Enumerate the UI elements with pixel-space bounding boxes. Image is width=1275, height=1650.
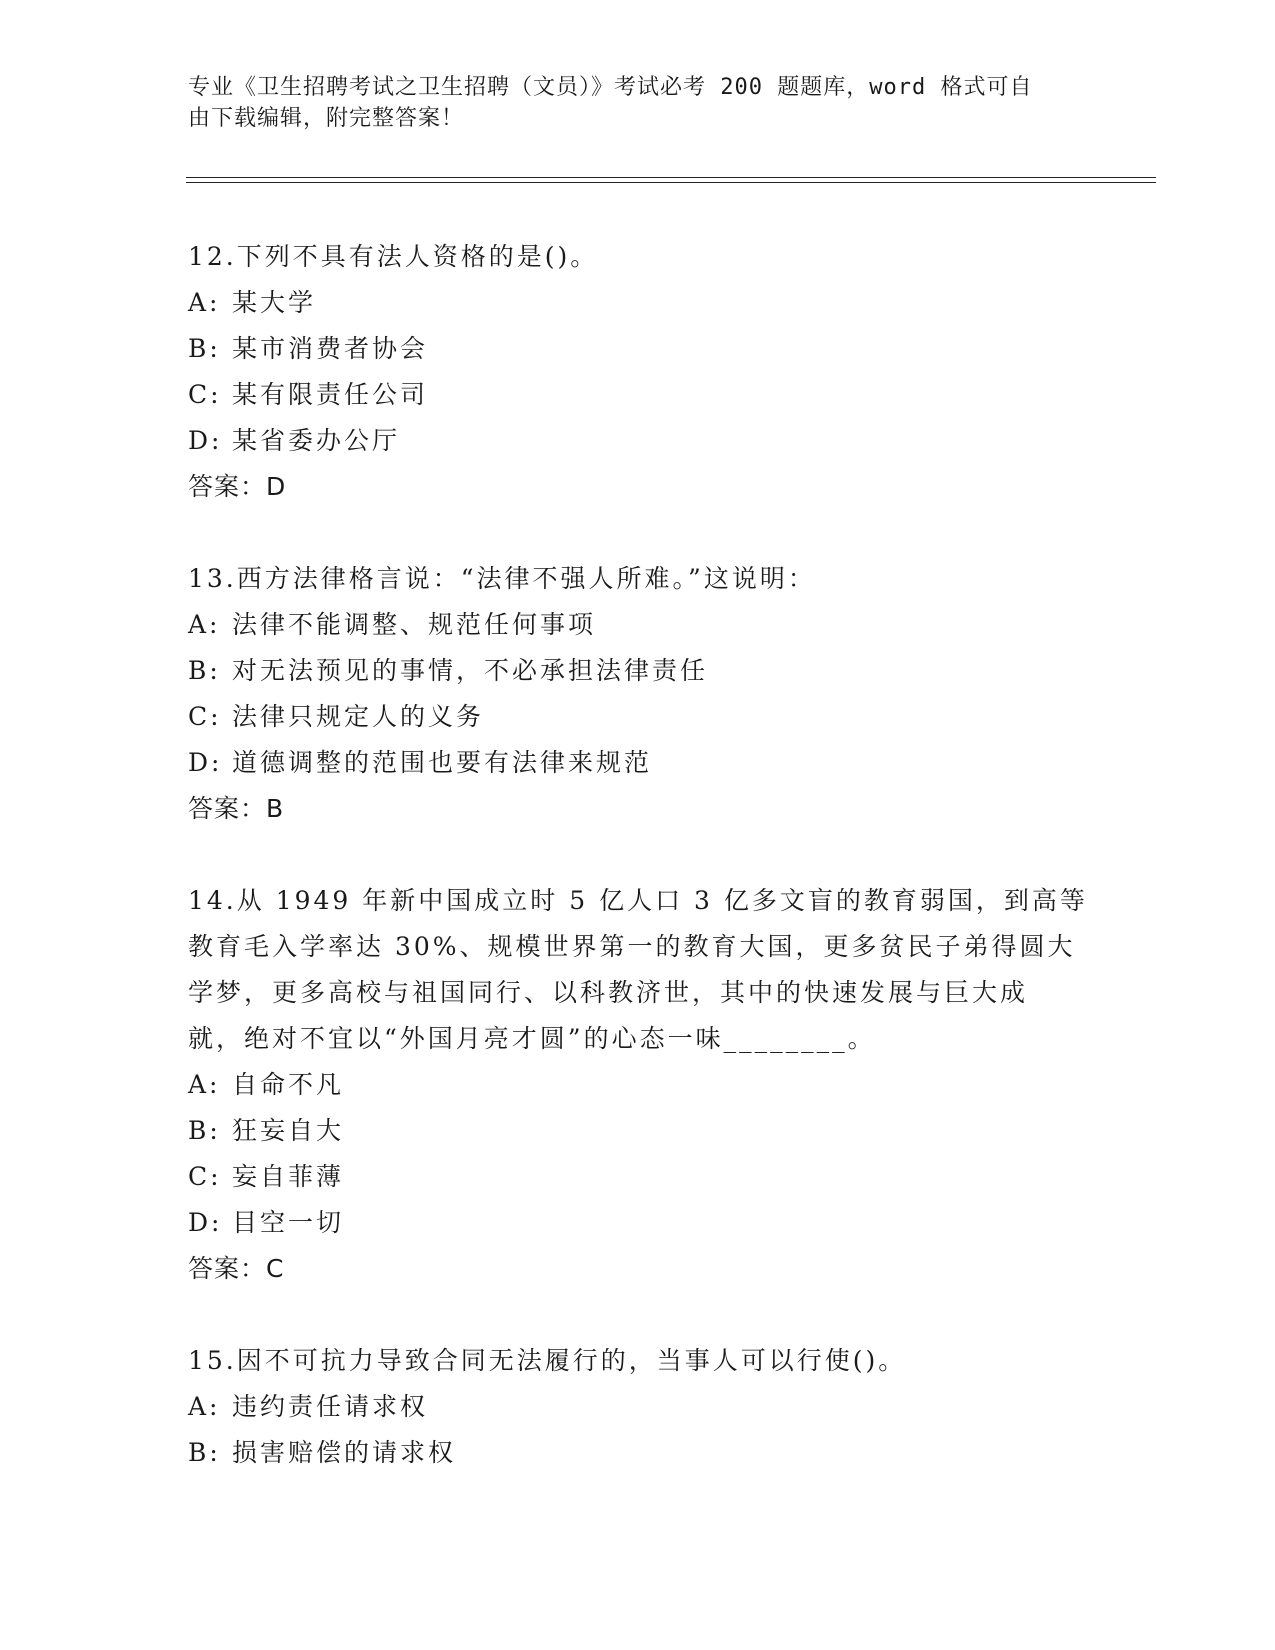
option-text: 法律只规定人的义务 (232, 702, 485, 731)
option-text: 法律不能调整、规范任何事项 (232, 610, 597, 639)
option-key: A: (188, 610, 221, 639)
option-d (188, 1200, 1088, 1246)
option-key: C: (188, 1162, 222, 1191)
option-key: A: (188, 1392, 221, 1421)
option-text: 某大学 (232, 288, 317, 317)
option-key: D: (188, 1208, 223, 1237)
option-text: 违约责任请求权 (232, 1392, 429, 1421)
question-stem: 15.因不可抗力导致合同无法履行的，当事人可以行使()。 (188, 1346, 907, 1375)
option-key: B: (188, 656, 221, 685)
option-text: 损害赔偿的请求权 (232, 1438, 457, 1467)
question-stem-line: 学梦，更多高校与祖国同行、以科教济世，其中的快速发展与巨大成 (188, 978, 1029, 1007)
answer-line: 答案：B (188, 794, 285, 823)
option-key: B: (188, 1116, 221, 1145)
option-b (188, 1108, 1088, 1154)
option-text: 某市消费者协会 (232, 334, 429, 363)
option-c (188, 372, 1088, 418)
header-line-1: 专业《卫生招聘考试之卫生招聘（文员）》考试必考 200 题题库，word 格式可自 (188, 75, 1033, 100)
answer-line: 答案：C (188, 1254, 285, 1283)
question-15 (188, 1338, 1088, 1476)
option-text: 某省委办公厅 (232, 426, 401, 455)
option-a (188, 1384, 1088, 1430)
option-key: B: (188, 1438, 221, 1467)
question-stem: 12.下列不具有法人资格的是()。 (188, 242, 599, 271)
option-text: 妄自菲薄 (232, 1162, 345, 1191)
header-rule-bottom (186, 182, 1156, 183)
option-text: 目空一切 (232, 1208, 345, 1237)
option-text: 对无法预见的事情，不必承担法律责任 (232, 656, 709, 685)
header-rule-top (186, 177, 1156, 178)
question-12 (188, 234, 1088, 510)
option-key: D: (188, 748, 223, 777)
option-key: C: (188, 380, 222, 409)
option-key: A: (188, 288, 221, 317)
option-a (188, 1062, 1088, 1108)
question-stem-line: 教育毛入学率达 30%、规模世界第一的教育大国，更多贫民子弟得圆大 (188, 932, 1076, 961)
option-key: B: (188, 334, 221, 363)
option-a (188, 280, 1088, 326)
option-b (188, 648, 1088, 694)
option-text: 狂妄自大 (232, 1116, 345, 1145)
question-14 (188, 878, 1088, 1292)
option-b (188, 1430, 1088, 1476)
question-stem-line: 就，绝对不宜以“外国月亮才圆”的心态一味________。 (188, 1024, 876, 1053)
option-key: C: (188, 702, 222, 731)
option-text: 自命不凡 (232, 1070, 345, 1099)
header-line-2: 由下载编辑，附完整答案！ (188, 106, 465, 131)
question-13 (188, 556, 1088, 832)
document-header (188, 72, 1088, 134)
option-text: 某有限责任公司 (232, 380, 429, 409)
option-b (188, 326, 1088, 372)
option-d (188, 740, 1088, 786)
question-stem-line: 14.从 1949 年新中国成立时 5 亿人口 3 亿多文盲的教育弱国，到高等 (188, 886, 1088, 915)
question-list (188, 234, 1088, 1522)
option-text: 道德调整的范围也要有法律来规范 (232, 748, 653, 777)
option-key: D: (188, 426, 223, 455)
option-a (188, 602, 1088, 648)
answer-line: 答案：D (188, 472, 287, 501)
option-d (188, 418, 1088, 464)
option-c (188, 694, 1088, 740)
option-c (188, 1154, 1088, 1200)
question-stem: 13.西方法律格言说：“法律不强人所难。”这说明： (188, 564, 816, 593)
option-key: A: (188, 1070, 221, 1099)
